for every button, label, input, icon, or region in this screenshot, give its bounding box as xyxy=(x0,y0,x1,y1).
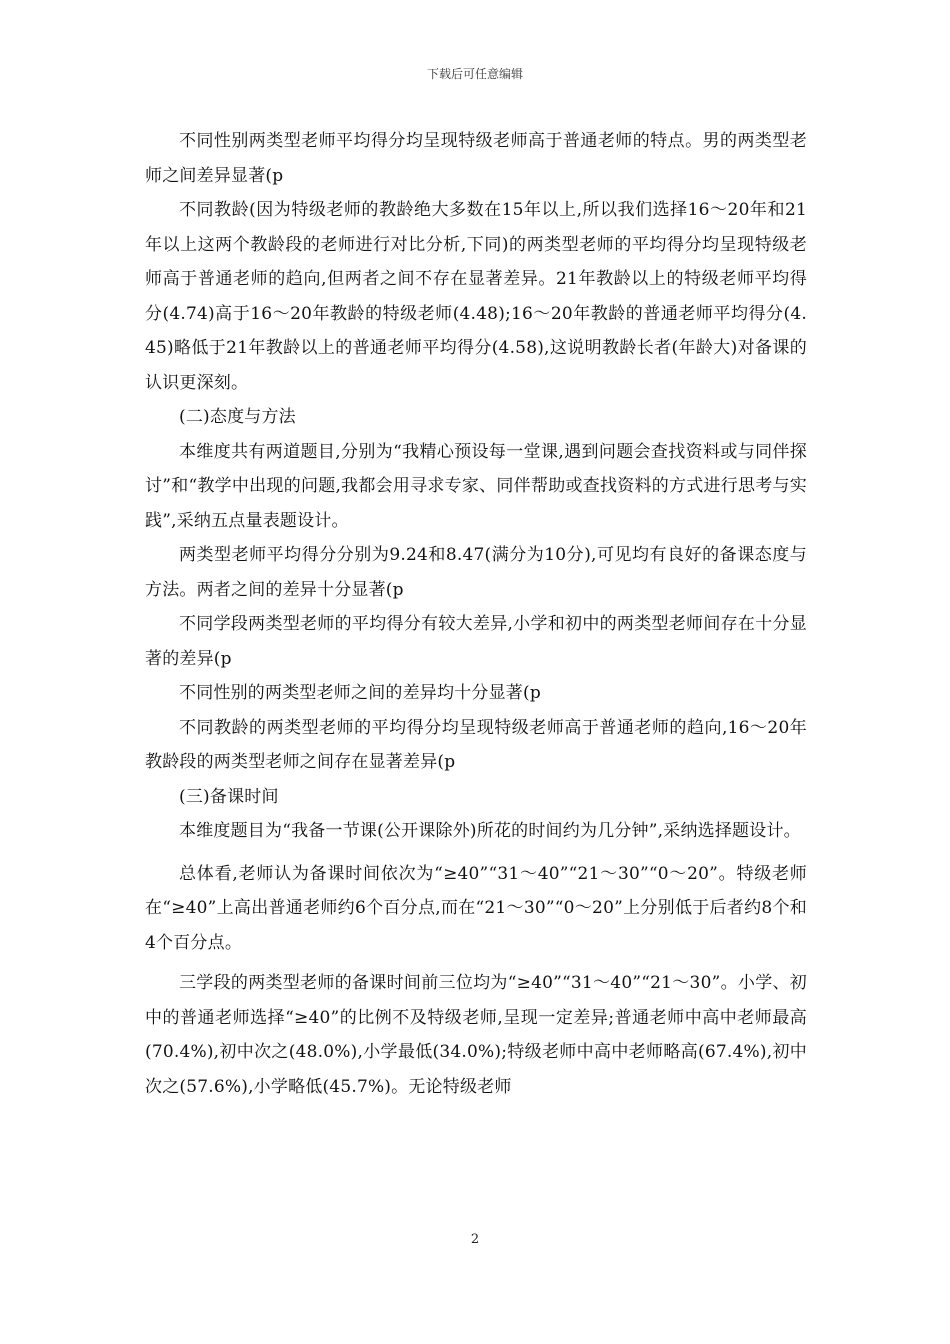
paragraph-gender-scores: 不同性别两类型老师平均得分均呈现特级老师高于普通老师的特点。男的两类型老师之间差异显著(p xyxy=(145,131,807,186)
paragraph-teaching-age-difference: 不同教龄的两类型老师的平均得分均呈现特级老师高于普通老师的趋向,16～20年教龄段的两类型老师之间存在显著差异(p xyxy=(145,717,807,772)
paragraph-dimension-questions: 本维度共有两道题目,分别为“我精心预设每一堂课,遇到问题会查找资料或与同伴探讨”和“教学中出现的问题,我都会用寻求专家、同伴帮助或查找资料的方式进行思考与实践”,采纳五点量表题设计。 xyxy=(145,441,807,531)
paragraph-prep-time-overall: 总体看,老师认为备课时间依次为“≥40”“31～40”“21～30”“0～20”。特级老师在“≥40”上高出普通老师约6个百分点,而在“21～30”“0～20”上分别低于后者约8个和4个百分点。 xyxy=(145,863,807,953)
paragraph-teaching-age: 不同教龄(因为特级老师的教龄绝大多数在15年以上,所以我们选择16～20年和21年以上这两个教龄段的老师进行对比分析,下同)的两类型老师的平均得分均呈现特级老师高于普通老师的趋向,但两者之间不存在显著差异。21年教龄以上的特级老师平均得分(4.74)高于16～20年教龄的特级老师(4.48);16～20年教龄的普通老师平均得分(4.45)略低于21年教龄以上的普通老师平均得分(4.58),这说明教龄长者(年龄大)对备课的认识更深刻。 xyxy=(145,200,807,393)
page-header: 下载后可任意编辑 xyxy=(426,67,523,81)
section-heading-prep-time: (三)备课时间 xyxy=(179,786,279,807)
section-heading-attitude-method: (二)态度与方法 xyxy=(179,407,296,427)
document-body xyxy=(145,124,807,1104)
paragraph-prep-time-stages: 三学段的两类型老师的备课时间前三位均为“≥40”“31～40”“21～30”。小学、初中的普通老师选择“≥40”的比例不及特级老师,呈现一定差异;普通老师中高中老师最高(70.4%),初中次之(48.0%),小学最低(34.0%);特级老师中高中老师略高(67.4%),初中次之(57.6%),小学略低(45.7%)。无论特级老师 xyxy=(145,973,807,1097)
paragraph-average-scores: 两类型老师平均得分分别为9.24和8.47(满分为10分),可见均有良好的备课态度与方法。两者之间的差异十分显著(p xyxy=(145,545,807,600)
paragraph-prep-time-question: 本维度题目为“我备一节课(公开课除外)所花的时间约为几分钟”,采纳选择题设计。 xyxy=(179,821,801,841)
paragraph-gender-difference: 不同性别的两类型老师之间的差异均十分显著(p xyxy=(179,683,541,703)
paragraph-school-stage: 不同学段两类型老师的平均得分有较大差异,小学和初中的两类型老师间存在十分显著的差异(p xyxy=(145,614,807,669)
page-number: 2 xyxy=(470,1232,480,1247)
